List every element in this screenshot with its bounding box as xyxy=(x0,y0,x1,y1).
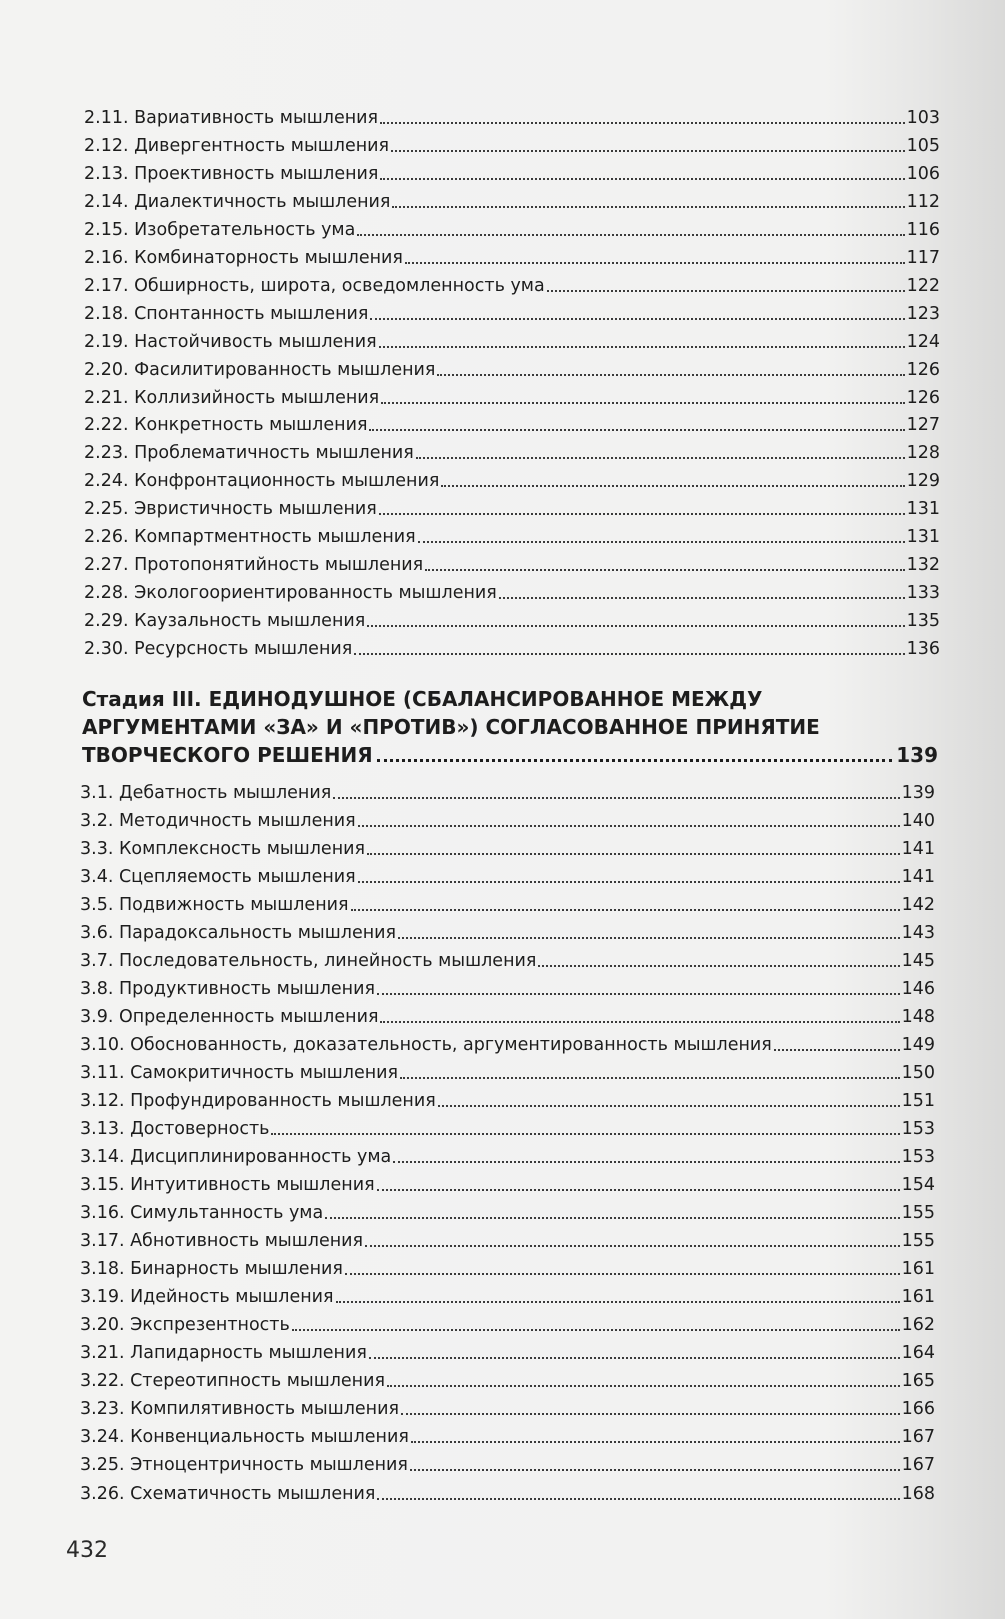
toc-entry xyxy=(80,1342,935,1364)
toc-entry-title: 2.17. Обширность, широта, осведомленность ума xyxy=(84,276,545,296)
toc-entry xyxy=(84,610,940,632)
leader-dots xyxy=(377,1189,900,1191)
toc-entry-title: 3.5. Подвижность мышления xyxy=(80,895,349,915)
toc-entry-title: 2.15. Изобретательность ума xyxy=(84,220,356,240)
stage-3-heading-line3: ТВОРЧЕСКОГО РЕШЕНИЯ xyxy=(82,743,373,767)
leader-dots xyxy=(369,1357,900,1359)
leader-dots xyxy=(391,150,905,152)
toc-entry-page: 127 xyxy=(906,415,940,435)
leader-dots xyxy=(387,1385,900,1387)
toc-entry xyxy=(84,247,940,269)
toc-entry xyxy=(80,1118,935,1140)
toc-entry-title: 3.6. Парадоксальность мышления xyxy=(80,923,397,943)
toc-entry-page: 122 xyxy=(906,276,940,296)
toc-entry xyxy=(80,1034,935,1056)
toc-entry xyxy=(80,1426,935,1448)
leader-dots xyxy=(411,1441,900,1443)
leader-dots xyxy=(393,1161,899,1163)
toc-entry-page: 136 xyxy=(906,639,940,659)
toc-entry-page: 141 xyxy=(901,839,935,859)
leader-dots xyxy=(365,1245,900,1247)
toc-entry xyxy=(84,331,940,353)
toc-entry xyxy=(80,1314,935,1336)
toc-entry-title: 3.23. Компилятивность мышления xyxy=(80,1399,399,1419)
leader-dots xyxy=(377,993,900,995)
toc-entry xyxy=(84,387,940,409)
toc-entry-title: 2.16. Комбинаторность мышления xyxy=(84,248,403,268)
toc-entry-page: 129 xyxy=(906,471,940,491)
toc-entry-title: 3.17. Абнотивность мышления xyxy=(80,1231,364,1251)
toc-entry-title: 3.20. Экспрезентность xyxy=(80,1315,290,1335)
toc-entry-page: 154 xyxy=(901,1175,935,1195)
toc-entry-page: 167 xyxy=(901,1455,935,1475)
toc-entry-title: 2.24. Конфронтационность мышления xyxy=(84,471,440,491)
toc-entry-page: 151 xyxy=(901,1091,935,1111)
toc-entry xyxy=(80,922,935,944)
leader-dots xyxy=(379,513,905,515)
toc-entry-title: 2.25. Эвристичность мышления xyxy=(84,499,377,519)
leader-dots xyxy=(369,429,904,431)
leader-dots xyxy=(325,1217,899,1219)
leader-dots xyxy=(547,290,905,292)
toc-entry xyxy=(84,414,940,436)
toc-entry-page: 145 xyxy=(901,951,935,971)
toc-entry xyxy=(80,950,935,972)
toc-entry-page: 166 xyxy=(901,1399,935,1419)
toc-entry xyxy=(80,1062,935,1084)
toc-entry-page: 148 xyxy=(901,1007,935,1027)
toc-entry-page: 167 xyxy=(901,1427,935,1447)
toc-entry-title: 2.11. Вариативность мышления xyxy=(84,108,379,128)
toc-entry-page: 106 xyxy=(906,164,940,184)
toc-entry-title: 2.28. Экологоориентированность мышления xyxy=(84,583,497,603)
leader-dots xyxy=(354,653,904,655)
toc-entry-title: 3.10. Обоснованность, доказательность, аргументированность мышления xyxy=(80,1035,772,1055)
toc-entry xyxy=(84,582,940,604)
toc-entry xyxy=(80,1090,935,1112)
toc-entry-title: 3.26. Схематичность мышления xyxy=(80,1484,376,1504)
leader-dots xyxy=(774,1049,900,1051)
stage-3-heading-page: 139 xyxy=(896,743,938,767)
toc-entry-page: 142 xyxy=(901,895,935,915)
leader-dots xyxy=(425,569,904,571)
toc-entry-title: 3.1. Дебатность мышления xyxy=(80,783,332,803)
toc-entry-title: 3.12. Профундированность мышления xyxy=(80,1091,436,1111)
stage-3-heading-line1: Стадия III. ЕДИНОДУШНОЕ (СБАЛАНСИРОВАННОЕ МЕЖДУ xyxy=(82,687,763,711)
leader-dots xyxy=(441,485,904,487)
leader-dots xyxy=(410,1469,900,1471)
toc-entry-title: 3.8. Продуктивность мышления xyxy=(80,979,376,999)
toc-entry xyxy=(80,1286,935,1308)
toc-entry-title: 2.19. Настойчивость мышления xyxy=(84,332,377,352)
toc-entry xyxy=(80,1398,935,1420)
toc-entry xyxy=(80,782,935,804)
leader-dots xyxy=(367,853,900,855)
toc-entry xyxy=(80,1258,935,1280)
toc-entry-page: 140 xyxy=(901,811,935,831)
toc-entry-title: 2.13. Проективность мышления xyxy=(84,164,379,184)
toc-entry-page: 168 xyxy=(901,1484,935,1504)
leader-dots xyxy=(538,965,899,967)
leader-dots xyxy=(333,797,899,799)
toc-entry-title: 3.16. Симультанность ума xyxy=(80,1203,324,1223)
leader-dots xyxy=(336,1301,900,1303)
toc-entry-page: 143 xyxy=(901,923,935,943)
toc-entry xyxy=(80,866,935,888)
toc-entry-title: 3.13. Достоверность xyxy=(80,1119,270,1139)
toc-entry-page: 124 xyxy=(906,332,940,352)
toc-entry-page: 146 xyxy=(901,979,935,999)
toc-entry xyxy=(80,894,935,916)
toc-entry-page: 161 xyxy=(901,1259,935,1279)
leader-dots xyxy=(499,597,905,599)
leader-dots xyxy=(380,122,905,124)
toc-entry xyxy=(84,191,940,213)
leader-dots xyxy=(351,909,900,911)
toc-entry xyxy=(84,135,940,157)
toc-entry-page: 164 xyxy=(901,1343,935,1363)
toc-entry xyxy=(84,638,940,660)
leader-dots xyxy=(357,234,904,236)
toc-entry-page: 165 xyxy=(901,1371,935,1391)
toc-entry xyxy=(84,470,940,492)
toc-entry-page: 141 xyxy=(901,867,935,887)
toc-entry-page: 139 xyxy=(901,783,935,803)
toc-entry-title: 2.26. Компартментность мышления xyxy=(84,527,416,547)
toc-entry-page: 128 xyxy=(906,443,940,463)
toc-entry-title: 3.4. Сцепляемость мышления xyxy=(80,867,356,887)
toc-entry-title: 3.9. Определенность мышления xyxy=(80,1007,379,1027)
toc-entry-title: 2.22. Конкретность мышления xyxy=(84,415,368,435)
toc-entry xyxy=(84,442,940,464)
toc-entry xyxy=(80,1174,935,1196)
toc-entry xyxy=(84,107,940,129)
toc-entry-title: 3.7. Последовательность, линейность мышления xyxy=(80,951,537,971)
leader-dots xyxy=(358,825,900,827)
toc-entry-title: 2.30. Ресурсность мышления xyxy=(84,639,353,659)
toc-entry-page: 123 xyxy=(906,304,940,324)
toc-entry xyxy=(80,1454,935,1476)
page-number: 432 xyxy=(66,1538,108,1563)
toc-entry xyxy=(84,275,940,297)
leader-dots xyxy=(292,1329,900,1331)
toc-entry-page: 131 xyxy=(906,499,940,519)
leader-dots xyxy=(405,262,905,264)
leader-dots xyxy=(271,1133,899,1135)
toc-entry-title: 3.18. Бинарность мышления xyxy=(80,1259,343,1279)
toc-entry xyxy=(80,1202,935,1224)
leader-dots xyxy=(379,346,905,348)
toc-entry-page: 150 xyxy=(901,1063,935,1083)
leader-dots xyxy=(377,759,893,762)
toc-entry xyxy=(80,810,935,832)
toc-entry xyxy=(84,219,940,241)
leader-dots xyxy=(370,318,904,320)
toc-entry-title: 2.23. Проблематичность мышления xyxy=(84,443,414,463)
toc-entry-page: 103 xyxy=(906,108,940,128)
toc-entry-title: 3.21. Лапидарность мышления xyxy=(80,1343,367,1363)
toc-entry-title: 3.14. Дисциплинированность ума xyxy=(80,1147,392,1167)
toc-entry-page: 155 xyxy=(901,1203,935,1223)
toc-entry-page: 126 xyxy=(906,388,940,408)
toc-entry-title: 3.19. Идейность мышления xyxy=(80,1287,334,1307)
toc-entry-title: 3.2. Методичность мышления xyxy=(80,811,356,831)
toc-entry xyxy=(80,1006,935,1028)
toc-entry xyxy=(84,359,940,381)
toc-entry-page: 126 xyxy=(906,360,940,380)
toc-entry-page: 112 xyxy=(906,192,940,212)
toc-entry xyxy=(84,163,940,185)
toc-entry-page: 161 xyxy=(901,1287,935,1307)
toc-entry-page: 105 xyxy=(906,136,940,156)
toc-entry-title: 2.20. Фасилитированность мышления xyxy=(84,360,436,380)
toc-entry xyxy=(80,1483,935,1505)
toc-entry-page: 153 xyxy=(901,1147,935,1167)
stage-3-heading-line2: АРГУМЕНТАМИ «ЗА» И «ПРОТИВ») СОГЛАСОВАННОЕ ПРИНЯТИЕ xyxy=(82,715,820,739)
toc-entry-page: 133 xyxy=(906,583,940,603)
toc-entry-page: 155 xyxy=(901,1231,935,1251)
toc-entry-page: 149 xyxy=(901,1035,935,1055)
toc-entry-title: 2.29. Каузальность мышления xyxy=(84,611,366,631)
leader-dots xyxy=(380,1021,899,1023)
leader-dots xyxy=(418,541,905,543)
leader-dots xyxy=(438,1105,900,1107)
toc-entry xyxy=(80,978,935,1000)
toc-entry-page: 131 xyxy=(906,527,940,547)
toc-entry-page: 135 xyxy=(906,611,940,631)
toc-entry xyxy=(84,526,940,548)
toc-entry xyxy=(80,838,935,860)
toc-entry-page: 117 xyxy=(906,248,940,268)
leader-dots xyxy=(377,1498,899,1500)
toc-entry-title: 2.12. Дивергентность мышления xyxy=(84,136,390,156)
toc-entry xyxy=(80,1230,935,1252)
toc-entry-title: 3.3. Комплексность мышления xyxy=(80,839,366,859)
toc-entry-title: 2.14. Диалектичность мышления xyxy=(84,192,391,212)
toc-entry-title: 3.15. Интуитивность мышления xyxy=(80,1175,375,1195)
toc-entry xyxy=(84,554,940,576)
toc-entry xyxy=(84,303,940,325)
leader-dots xyxy=(358,881,900,883)
toc-entry xyxy=(80,1370,935,1392)
toc-entry-page: 132 xyxy=(906,555,940,575)
toc-entry-title: 3.11. Самокритичность мышления xyxy=(80,1063,399,1083)
leader-dots xyxy=(398,937,900,939)
leader-dots xyxy=(401,1413,900,1415)
toc-entry-title: 2.27. Протопонятийность мышления xyxy=(84,555,424,575)
leader-dots xyxy=(437,374,904,376)
toc-entry-title: 2.18. Спонтанность мышления xyxy=(84,304,369,324)
toc-entry-title: 3.25. Этноцентричность мышления xyxy=(80,1455,408,1475)
toc-entry xyxy=(80,1146,935,1168)
leader-dots xyxy=(392,206,904,208)
toc-entry-page: 162 xyxy=(901,1315,935,1335)
leader-dots xyxy=(400,1077,900,1079)
toc-entry-title: 2.21. Коллизийность мышления xyxy=(84,388,380,408)
leader-dots xyxy=(381,402,904,404)
toc-entry-page: 153 xyxy=(901,1119,935,1139)
leader-dots xyxy=(416,457,905,459)
toc-entry-title: 3.24. Конвенциальность мышления xyxy=(80,1427,409,1447)
toc-entry xyxy=(84,498,940,520)
toc-entry-page: 116 xyxy=(906,220,940,240)
leader-dots xyxy=(367,625,904,627)
toc-entry-title: 3.22. Стереотипность мышления xyxy=(80,1371,386,1391)
leader-dots xyxy=(380,178,904,180)
leader-dots xyxy=(345,1273,900,1275)
